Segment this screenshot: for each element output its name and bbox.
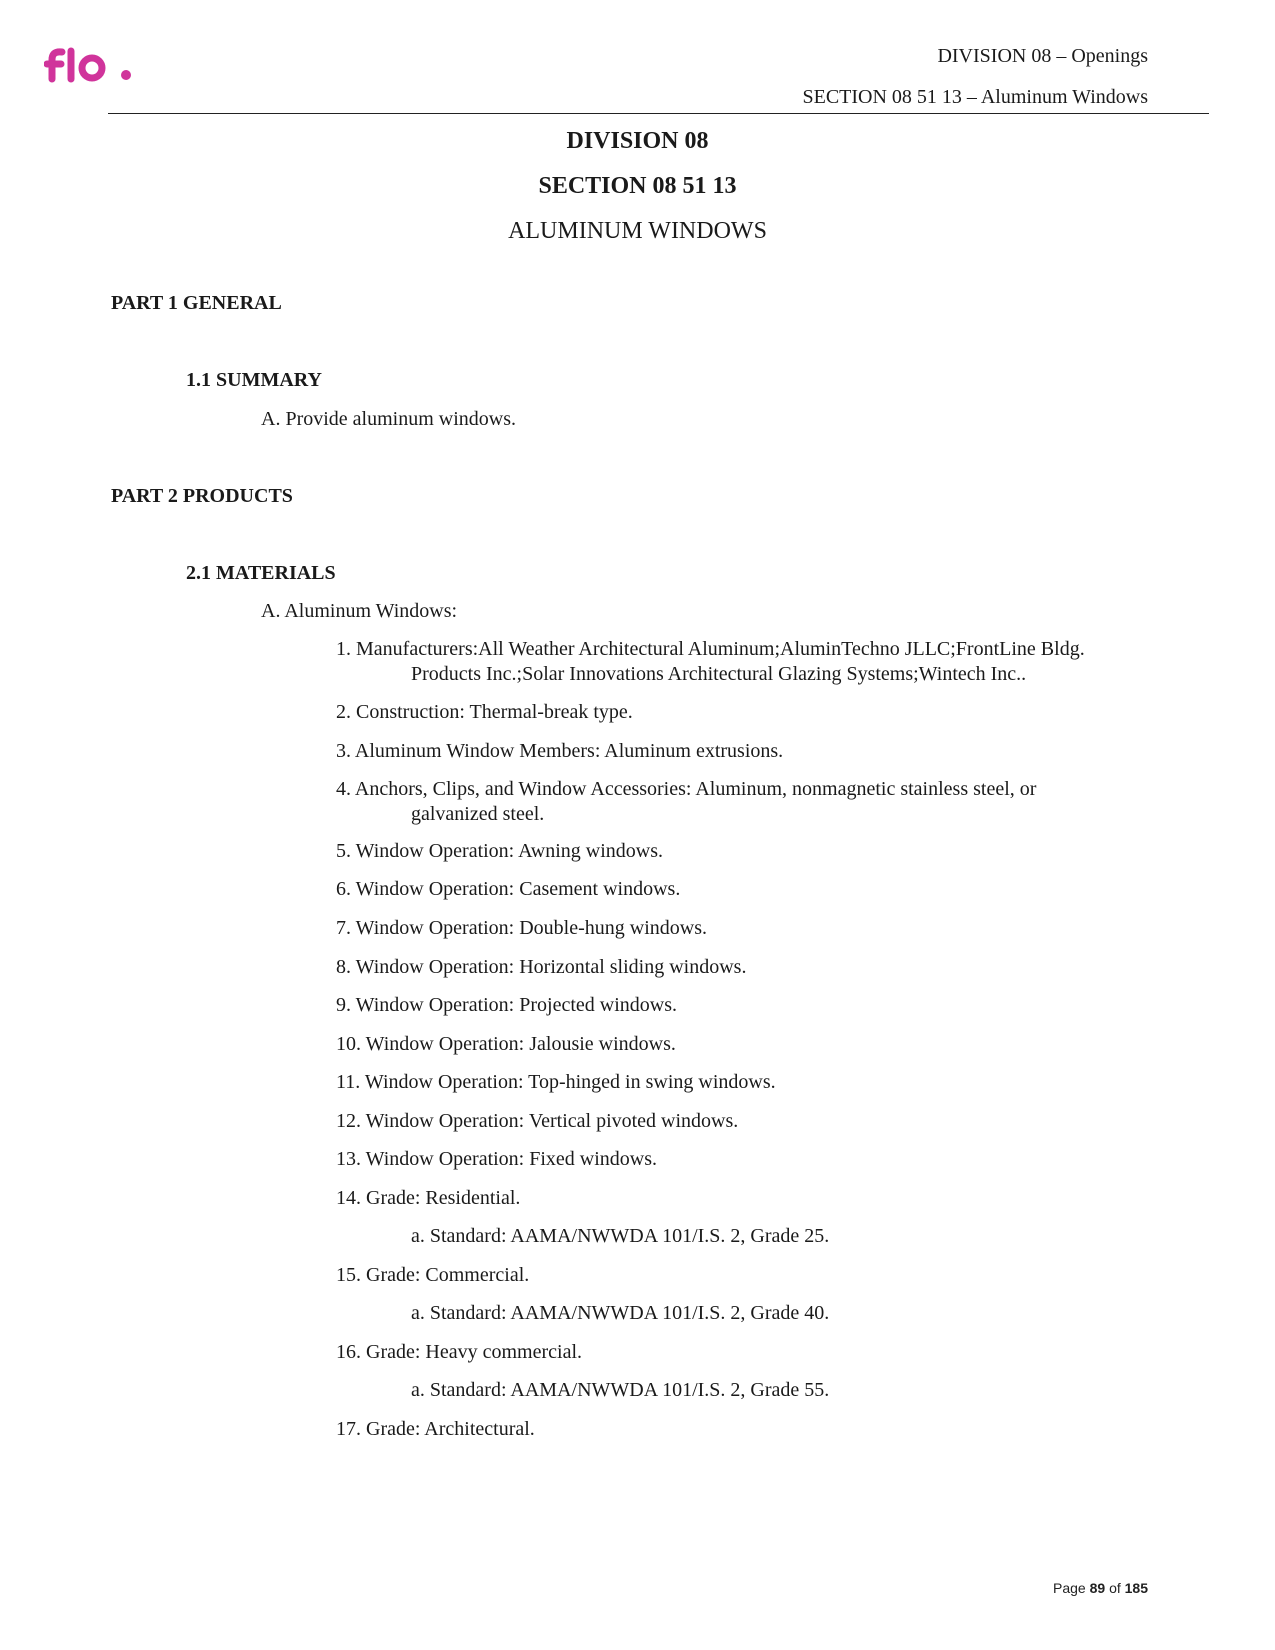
list-item: 5. Window Operation: Awning windows. <box>336 840 663 862</box>
list-item: 3. Aluminum Window Members: Aluminum extrusions. <box>336 740 784 762</box>
list-item: 2. Construction: Thermal-break type. <box>336 701 633 723</box>
page-total: 185 <box>1124 1580 1148 1596</box>
list-item: 17. Grade: Architectural. <box>336 1418 535 1440</box>
list-item <box>336 637 1085 687</box>
list-item: 8. Window Operation: Horizontal sliding windows. <box>336 956 747 978</box>
flo-logo <box>44 46 144 86</box>
sub-item: a. Standard: AAMA/NWWDA 101/I.S. 2, Grade 55. <box>411 1379 830 1401</box>
list-item: 11. Window Operation: Top-hinged in swing windows. <box>336 1071 776 1093</box>
part-2-heading: PART 2 PRODUCTS <box>111 485 293 507</box>
list-item: 16. Grade: Heavy commercial. <box>336 1341 583 1363</box>
title-division: DIVISION 08 <box>566 128 709 154</box>
list-item: 13. Window Operation: Fixed windows. <box>336 1148 658 1170</box>
header-division: DIVISION 08 – Openings <box>937 45 1148 67</box>
list-item-continuation: Products Inc.;Solar Innovations Architectural Glazing Systems;Wintech Inc.. <box>411 663 1027 685</box>
list-item <box>336 777 1036 827</box>
header-section: SECTION 08 51 13 – Aluminum Windows <box>802 86 1148 108</box>
page-current: 89 <box>1089 1580 1106 1596</box>
list-item: 10. Window Operation: Jalousie windows. <box>336 1033 676 1055</box>
paragraph-2-1-a: A. Aluminum Windows: <box>261 600 458 622</box>
title-section: SECTION 08 51 13 <box>538 173 737 199</box>
list-item: 7. Window Operation: Double-hung windows. <box>336 917 708 939</box>
list-item: 15. Grade: Commercial. <box>336 1264 530 1286</box>
title-name: ALUMINUM WINDOWS <box>508 218 767 244</box>
article-2-1-heading: 2.1 MATERIALS <box>186 562 336 584</box>
page-number <box>1053 1580 1148 1596</box>
list-item: 6. Window Operation: Casement windows. <box>336 878 681 900</box>
header-divider <box>108 113 1209 114</box>
list-item-text: 1. Manufacturers:All Weather Architectural Aluminum;AluminTechno JLLC;FrontLine Bldg. <box>336 638 1085 660</box>
list-item-continuation: galvanized steel. <box>411 803 545 825</box>
article-1-1-heading: 1.1 SUMMARY <box>186 369 322 391</box>
list-item: 12. Window Operation: Vertical pivoted windows. <box>336 1110 739 1132</box>
sub-item: a. Standard: AAMA/NWWDA 101/I.S. 2, Grade 25. <box>411 1225 830 1247</box>
part-1-heading: PART 1 GENERAL <box>111 292 282 314</box>
list-item: 9. Window Operation: Projected windows. <box>336 994 677 1016</box>
list-item-text: 4. Anchors, Clips, and Window Accessories: Aluminum, nonmagnetic stainless steel, or <box>336 778 1037 800</box>
paragraph-1-1-a: A. Provide aluminum windows. <box>261 408 516 430</box>
sub-item: a. Standard: AAMA/NWWDA 101/I.S. 2, Grade 40. <box>411 1302 830 1324</box>
page-label: Page <box>1053 1580 1086 1596</box>
list-item: 14. Grade: Residential. <box>336 1187 521 1209</box>
page-of-label: of <box>1109 1580 1121 1596</box>
